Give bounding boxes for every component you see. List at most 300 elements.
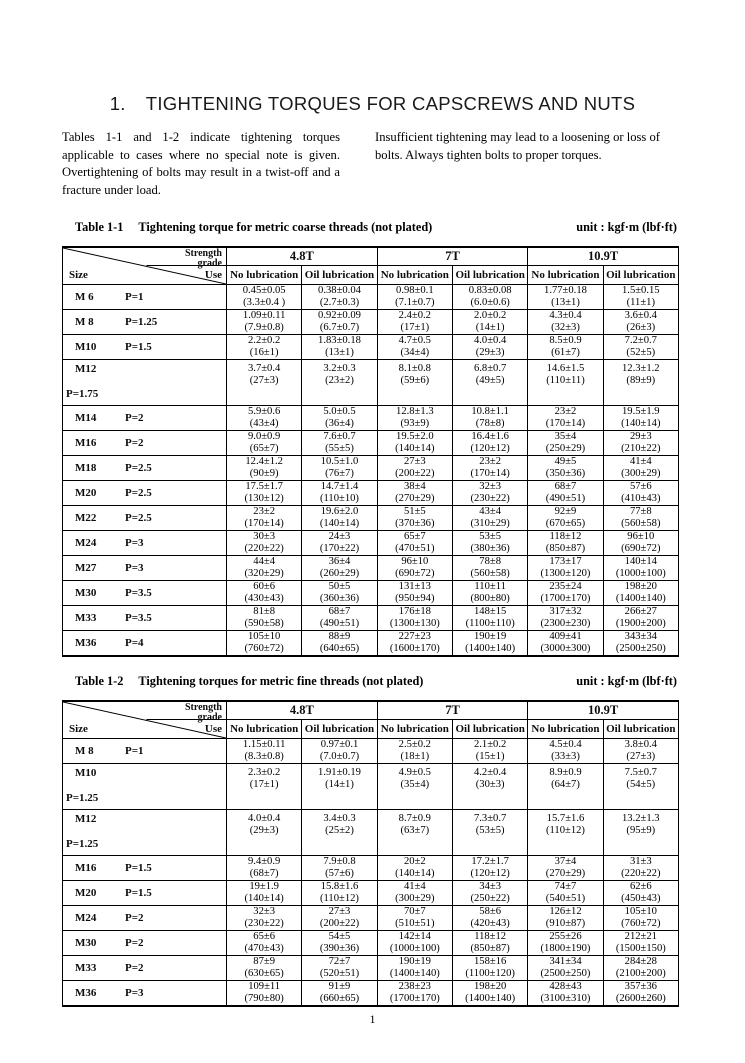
pitch-label: P=2 [125,962,144,974]
pitch-label: P=1.25 [125,316,158,328]
torque-lbfft-value: (140±14) [621,418,661,429]
corner-header-cell [63,701,227,739]
intro-paragraphs [62,129,660,199]
torque-kgfm-value: 19.5±1.9 [622,406,660,418]
torque-kgfm-value: 68±7 [554,481,577,493]
torque-lbfft-value: (8.3±0.8) [244,751,284,762]
size-label: M10 [75,767,97,779]
torque-value-cell [377,310,452,335]
torque-value-cell [227,506,302,531]
pitch-label: P=2 [125,912,144,924]
torque-value-cell [528,310,603,335]
torque-kgfm-value: 3.6±0.4 [624,310,657,322]
size-label: M10 [75,341,97,353]
torque-kgfm-value: 96±10 [401,556,429,568]
torque-kgfm-value: 12.8±1.3 [396,406,434,418]
table-row [63,631,679,656]
torque-kgfm-value: 118±12 [474,931,507,943]
torque-value-cell [302,981,377,1006]
size-cell [63,810,227,856]
torque-lbfft-value: (170±14) [470,468,510,479]
size-cell [63,606,227,631]
size-cell [63,956,227,981]
torque-kgfm-value: 7.6±0.7 [323,431,356,443]
pitch-label: P=2.5 [125,462,152,474]
torque-kgfm-value: 3.7±0.4 [248,363,281,374]
torque-lbfft-value: (2.7±0.3) [319,297,360,308]
torque-kgfm-value: 235±24 [549,581,582,593]
torque-value-cell [377,406,452,431]
torque-lbfft-value: (2500±250) [540,968,591,979]
size-label: M33 [75,612,97,624]
strength-grade-label: Strength grade [184,248,222,269]
torque-kgfm-value: 7.5±0.7 [624,767,657,778]
torque-lbfft-value: (35±4) [400,778,430,790]
size-cell [63,431,227,456]
torque-value-cell [377,881,452,906]
torque-lbfft-value: (640±65) [319,642,360,654]
torque-lbfft-value: (630±65) [244,968,284,979]
size-label: M22 [75,512,97,524]
size-label: M27 [75,562,97,574]
size-cell [63,881,227,906]
torque-value-cell [603,335,678,360]
torque-kgfm-value: 92±9 [554,506,577,518]
torque-kgfm-value: 51±5 [403,506,426,518]
size-cell [63,310,227,335]
grade-header-4-8T: 4.8T [227,247,378,266]
torque-lbfft-value: (690±72) [395,568,435,579]
pitch-label: P=2 [125,437,144,449]
torque-value-cell [377,556,452,581]
torque-value-cell [528,631,603,656]
pitch-label: P=3.5 [125,612,152,624]
torque-lbfft-value: (3.3±0.4 ) [243,297,286,308]
torque-kgfm-value: 2.0±0.2 [473,310,507,322]
torque-value-cell [377,931,452,956]
torque-kgfm-value: 3.8±0.4 [624,739,657,751]
torque-kgfm-value: 3.2±0.3 [323,363,356,374]
size-label: M20 [75,487,97,499]
torque-kgfm-value: 16.4±1.6 [471,431,509,443]
column-header: Oil lubrication [452,266,527,285]
torque-kgfm-value: 190±19 [473,631,507,642]
torque-lbfft-value: (360±36) [319,593,360,604]
torque-value-cell [603,431,678,456]
page-number: 1 [369,1012,376,1026]
torque-value-cell [528,856,603,881]
size-label: M 8 [75,316,94,328]
torque-value-cell [603,906,678,931]
pitch-label: P=2 [125,937,144,949]
torque-kgfm-value: 409±41 [549,631,582,642]
torque-value-cell [302,335,377,360]
torque-value-cell [227,956,302,981]
torque-kgfm-value: 14.6±1.5 [546,363,585,374]
torque-value-cell [603,631,678,656]
torque-lbfft-value: (26±3) [626,322,656,333]
table-1-1-section [62,220,678,657]
size-label: M 6 [75,291,94,303]
torque-value-cell [528,606,603,631]
torque-kgfm-value: 173±17 [549,556,582,568]
pitch-label: P=1 [125,745,144,757]
torque-kgfm-value: 7.9±0.8 [323,856,356,868]
torque-lbfft-value: (1700±170) [389,992,440,1004]
torque-lbfft-value: (450±43) [621,893,661,904]
torque-lbfft-value: (78±8) [475,418,505,429]
torque-value-cell [227,631,302,656]
torque-lbfft-value: (170±14) [244,518,284,529]
torque-lbfft-value: (1100±120) [465,968,515,979]
torque-lbfft-value: (93±9) [400,418,430,429]
torque-lbfft-value: (950±94) [395,593,435,604]
torque-kgfm-value: 29±3 [629,431,652,443]
torque-value-cell [302,360,377,406]
torque-value-cell [528,956,603,981]
torque-value-cell [302,764,377,810]
torque-lbfft-value: (300±29) [395,893,435,904]
torque-kgfm-value: 2.2±0.2 [248,335,281,347]
torque-kgfm-value: 65±7 [403,531,426,543]
torque-kgfm-value: 357±36 [624,981,657,992]
torque-kgfm-value: 10.5±1.0 [320,456,359,468]
table-row [63,810,679,856]
torque-kgfm-value: 8.5±0.9 [549,335,582,347]
torque-kgfm-value: 65±6 [253,931,276,943]
torque-lbfft-value: (390±36) [319,943,360,954]
torque-value-cell [302,881,377,906]
torque-kgfm-value: 14.7±1.4 [320,481,359,493]
torque-lbfft-value: (1600±170) [389,642,440,654]
torque-kgfm-value: 3.4±0.3 [323,813,356,824]
fine-thread-torque-table [62,700,679,1007]
torque-kgfm-value: 142±14 [398,931,431,943]
torque-kgfm-value: 70±7 [403,906,426,918]
torque-lbfft-value: (1800±190) [540,943,591,954]
torque-kgfm-value: 105±10 [248,631,281,642]
torque-value-cell [452,739,527,764]
torque-value-cell [377,456,452,481]
torque-lbfft-value: (320±29) [244,568,284,579]
torque-value-cell [528,456,603,481]
torque-lbfft-value: (220±22) [244,543,284,554]
torque-value-cell [227,481,302,506]
torque-value-cell [227,456,302,481]
table-body [63,739,679,1006]
torque-kgfm-value: 8.9±0.9 [549,767,582,778]
torque-value-cell [603,360,678,406]
torque-lbfft-value: (270±29) [545,868,586,879]
torque-lbfft-value: (29±3) [475,347,505,358]
torque-value-cell [528,285,603,310]
pitch-label: P=1.25 [66,792,99,804]
table-1-2-caption [62,674,678,689]
page-title [0,93,745,115]
table-caption-text: Tightening torque for metric coarse threads (not plated) [138,220,433,234]
torque-value-cell [377,631,452,656]
torque-lbfft-value: (350±36) [545,468,586,479]
torque-lbfft-value: (49±5) [475,374,505,386]
size-axis-label: Size [69,723,88,735]
torque-value-cell [377,481,452,506]
torque-value-cell [528,581,603,606]
torque-lbfft-value: (27±3) [249,374,279,386]
torque-kgfm-value: 7.3±0.7 [473,813,507,824]
torque-value-cell [227,310,302,335]
torque-value-cell [452,456,527,481]
torque-lbfft-value: (11±1) [626,297,655,308]
torque-value-cell [452,310,527,335]
column-header: No lubrication [377,720,452,739]
torque-value-cell [528,481,603,506]
torque-lbfft-value: (30±3) [475,778,505,790]
grade-header-4-8T: 4.8T [227,701,378,720]
torque-value-cell [227,739,302,764]
torque-value-cell [603,739,678,764]
torque-lbfft-value: (790±80) [244,992,284,1004]
torque-lbfft-value: (17±1) [249,778,279,790]
torque-kgfm-value: 77±8 [629,506,652,518]
torque-value-cell [227,856,302,881]
torque-value-cell [452,556,527,581]
torque-value-cell [452,531,527,556]
torque-lbfft-value: (690±72) [621,543,661,554]
torque-value-cell [452,906,527,931]
torque-kgfm-value: 72±7 [328,956,351,968]
torque-value-cell [452,431,527,456]
torque-kgfm-value: 54±5 [328,931,351,943]
size-label: M12 [75,813,97,825]
torque-lbfft-value: (670±65) [545,518,586,529]
torque-value-cell [377,335,452,360]
torque-kgfm-value: 0.92±0.09 [318,310,361,322]
torque-kgfm-value: 17.2±1.7 [471,856,509,868]
size-label: M 8 [75,745,94,757]
torque-kgfm-value: 7.2±0.7 [624,335,657,347]
table-caption-text: Tightening torques for metric fine threads (not plated) [138,674,424,688]
torque-kgfm-value: 38±4 [403,481,426,493]
torque-lbfft-value: (53±5) [475,824,505,836]
torque-value-cell [227,881,302,906]
torque-value-cell [377,956,452,981]
size-label: M30 [75,937,97,949]
torque-value-cell [302,810,377,856]
torque-kgfm-value: 148±15 [473,606,507,618]
torque-kgfm-value: 8.7±0.9 [398,813,431,824]
column-header: No lubrication [227,720,302,739]
torque-kgfm-value: 23±2 [554,406,577,418]
torque-value-cell [452,481,527,506]
torque-kgfm-value: 53±5 [479,531,501,543]
torque-lbfft-value: (470±43) [244,943,284,954]
torque-value-cell [528,810,603,856]
table-row [63,456,679,481]
size-cell [63,456,227,481]
torque-value-cell [227,335,302,360]
pitch-label: P=1 [125,291,144,303]
pitch-label: P=2.5 [125,487,152,499]
torque-lbfft-value: (29±3) [249,824,279,836]
torque-value-cell [377,764,452,810]
torque-lbfft-value: (560±58) [470,568,510,579]
size-cell [63,406,227,431]
torque-kgfm-value: 12.4±1.2 [245,456,283,468]
size-axis-label: Size [69,269,88,281]
torque-lbfft-value: (13±1) [551,297,580,308]
torque-lbfft-value: (490±51) [545,493,586,504]
size-label: M18 [75,462,97,474]
torque-lbfft-value: (27±3) [626,751,656,762]
section-title: TIGHTENING TORQUES FOR CAPSCREWS AND NUTS [145,93,636,114]
torque-kgfm-value: 284±28 [624,956,657,968]
torque-kgfm-value: 126±12 [549,906,582,918]
torque-lbfft-value: (310±29) [470,518,510,529]
pitch-label: P=3 [125,986,144,999]
torque-lbfft-value: (2500±250) [615,642,666,654]
torque-lbfft-value: (760±72) [621,918,661,929]
torque-kgfm-value: 17.5±1.7 [245,481,283,493]
table-row [63,956,679,981]
torque-kgfm-value: 31±3 [629,856,652,868]
torque-lbfft-value: (120±12) [470,868,510,879]
torque-value-cell [377,360,452,406]
torque-lbfft-value: (800±80) [470,593,510,604]
torque-value-cell [452,581,527,606]
intro-paragraph-right: Insufficient tightening may lead to a loosening or loss of bolts. Always tighten bolts to proper torques. [375,130,660,162]
torque-kgfm-value: 2.3±0.2 [248,767,281,778]
pitch-label: P=1.75 [66,388,99,400]
column-header: No lubrication [377,266,452,285]
torque-value-cell [528,335,603,360]
torque-kgfm-value: 43±4 [479,506,501,518]
torque-lbfft-value: (420±43) [470,918,510,929]
table-row [63,431,679,456]
torque-value-cell [603,881,678,906]
torque-kgfm-value: 140±14 [624,556,657,568]
torque-kgfm-value: 58±6 [479,906,501,918]
torque-kgfm-value: 78±8 [479,556,501,568]
torque-value-cell [603,506,678,531]
torque-lbfft-value: (52±5) [626,347,656,358]
torque-value-cell [227,931,302,956]
torque-value-cell [302,856,377,881]
table-header [63,247,679,285]
torque-value-cell [528,431,603,456]
torque-kgfm-value: 1.77±0.18 [544,285,587,297]
torque-value-cell [452,981,527,1006]
torque-value-cell [603,406,678,431]
torque-lbfft-value: (1700±170) [540,593,591,604]
column-header: Oil lubrication [302,720,377,739]
torque-kgfm-value: 41±4 [403,881,426,893]
pitch-label: P=1.5 [125,862,152,874]
torque-value-cell [377,606,452,631]
torque-value-cell [227,764,302,810]
table-header [63,701,679,739]
torque-kgfm-value: 74±7 [554,881,577,893]
torque-value-cell [528,931,603,956]
torque-lbfft-value: (64±7) [551,778,580,790]
torque-value-cell [302,931,377,956]
torque-lbfft-value: (17±1) [400,322,430,333]
column-header: No lubrication [227,266,302,285]
pitch-label: P=2 [125,412,144,424]
torque-lbfft-value: (90±9) [249,468,279,479]
torque-kgfm-value: 190±19 [398,956,431,968]
torque-lbfft-value: (170±22) [319,543,360,554]
torque-value-cell [227,406,302,431]
size-label: M24 [75,537,97,549]
torque-value-cell [603,310,678,335]
torque-value-cell [302,556,377,581]
pitch-label: P=3 [125,562,144,574]
torque-value-cell [452,856,527,881]
torque-kgfm-value: 27±3 [328,906,351,918]
torque-value-cell [452,956,527,981]
torque-kgfm-value: 4.0±0.4 [248,813,281,824]
torque-lbfft-value: (59±6) [400,374,430,386]
torque-kgfm-value: 24±3 [328,531,351,543]
table-row [63,881,679,906]
torque-kgfm-value: 57±6 [629,481,652,493]
torque-lbfft-value: (210±22) [621,443,661,454]
intro-paragraph-left: Tables 1-1 and 1-2 indicate tightening torques applicable to cases where no special note is given. Overtightening of bolts may result in a twist-off and a fracture under load. [62,130,340,197]
table-row [63,856,679,881]
torque-value-cell [528,406,603,431]
torque-value-cell [227,531,302,556]
torque-kgfm-value: 1.83±0.18 [318,335,361,347]
torque-kgfm-value: 19±1.9 [249,881,279,893]
torque-lbfft-value: (7.1±0.7) [395,297,435,308]
size-cell [63,360,227,406]
torque-lbfft-value: (1900±200) [615,618,666,629]
unit-label: unit : kgf·m (lbf·ft) [576,220,677,234]
torque-kgfm-value: 23±2 [479,456,501,468]
torque-value-cell [603,531,678,556]
torque-value-cell [452,406,527,431]
torque-kgfm-value: 36±4 [328,556,351,568]
torque-value-cell [377,739,452,764]
torque-value-cell [603,856,678,881]
torque-value-cell [603,581,678,606]
torque-value-cell [227,906,302,931]
torque-lbfft-value: (520±51) [319,968,360,979]
use-axis-label: Use [204,723,222,735]
torque-lbfft-value: (260±29) [319,568,360,579]
torque-value-cell [302,956,377,981]
torque-lbfft-value: (590±58) [244,618,284,629]
table-row [63,581,679,606]
torque-lbfft-value: (32±3) [551,322,580,333]
torque-value-cell [452,764,527,810]
torque-lbfft-value: (16±1) [249,347,279,358]
torque-kgfm-value: 1.15±0.11 [242,739,286,751]
torque-kgfm-value: 0.98±0.1 [396,285,434,297]
torque-lbfft-value: (89±9) [626,374,656,386]
torque-value-cell [377,431,452,456]
section-number: 1. [109,93,126,114]
table-row [63,556,679,581]
torque-lbfft-value: (910±87) [545,918,586,929]
corner-header-cell [63,247,227,285]
torque-kgfm-value: 30±3 [253,531,276,543]
table-row [63,285,679,310]
torque-kgfm-value: 4.7±0.5 [398,335,431,347]
torque-value-cell [603,456,678,481]
torque-kgfm-value: 60±6 [253,581,276,593]
torque-kgfm-value: 10.8±1.1 [471,406,509,418]
